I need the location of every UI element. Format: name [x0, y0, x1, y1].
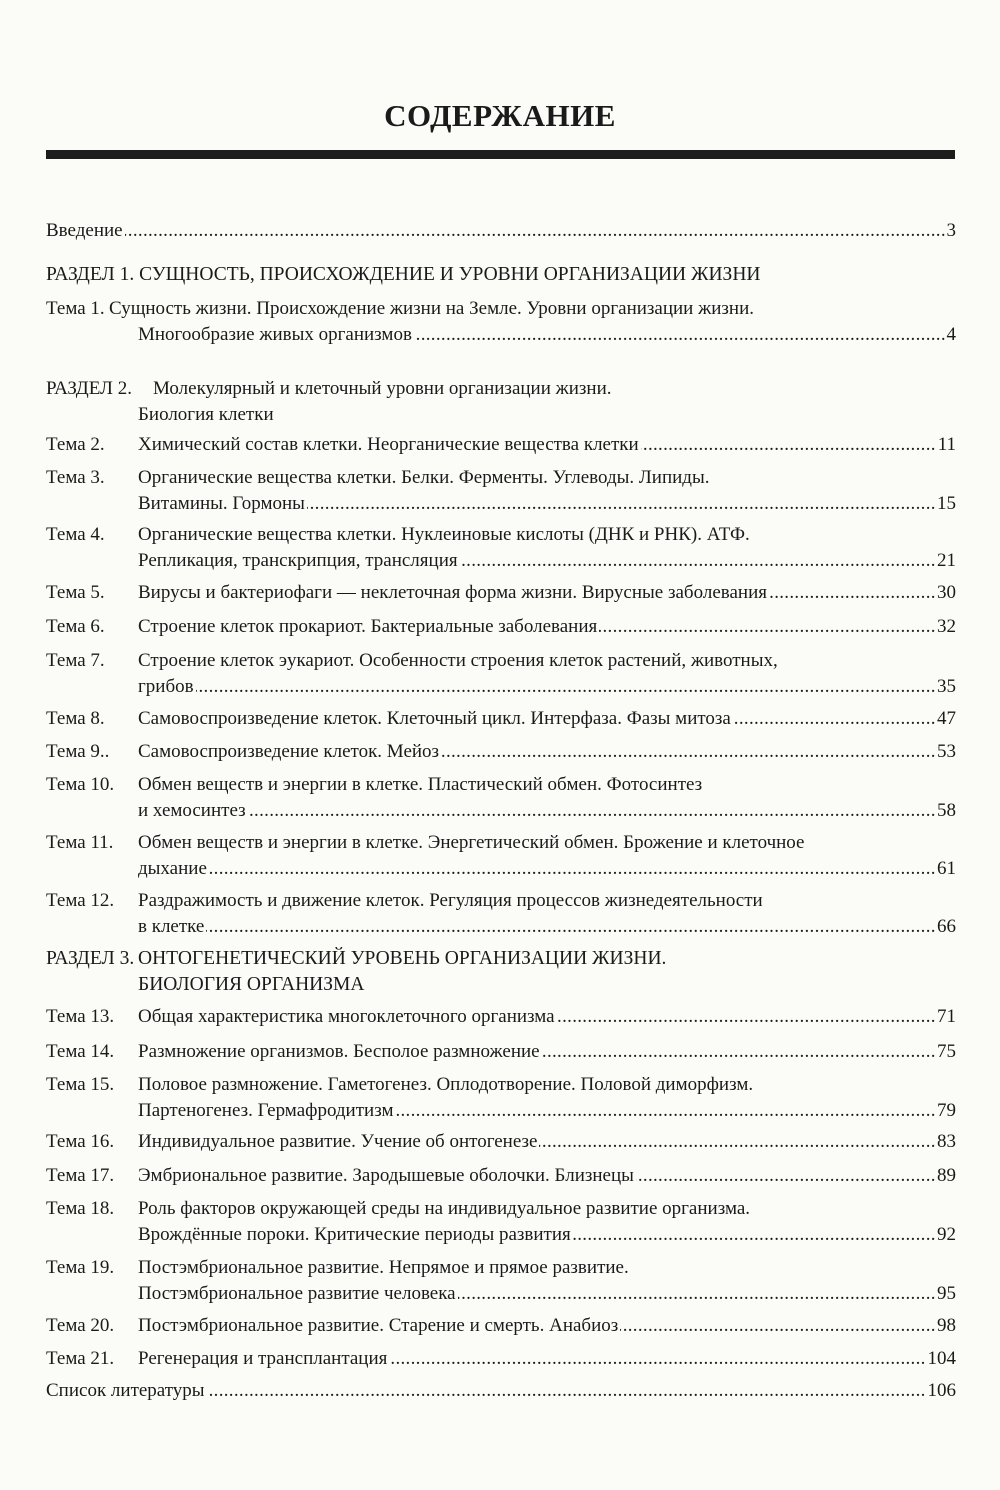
page-title: СОДЕРЖАНИЕ [384, 98, 616, 133]
toc-page-number: 30 [935, 580, 956, 606]
toc-page-number: 106 [926, 1378, 957, 1404]
toc-entry-t5[interactable]: Тема 5. ..... Вирусы и бактериофаги — неклеточная форма жизни. Вирусные заболевания 30 [46, 580, 956, 606]
toc-page-number: 21 [935, 548, 956, 574]
topic-label: Тема 12. [46, 890, 115, 911]
toc-entry-intro[interactable]: ..... Введение 3 [46, 218, 956, 244]
toc-page-number: 53 [935, 739, 956, 765]
toc-page-number: 79 [935, 1098, 956, 1124]
topic-label: Тема 8. [46, 708, 105, 729]
toc-page-number: 98 [935, 1313, 956, 1339]
topic-label: Тема 6. [46, 616, 105, 637]
toc-entry-t15-line2[interactable]: ..... Партеногенез. Гермафродитизм 79 [46, 1098, 956, 1124]
toc-page-number: 47 [935, 706, 956, 732]
topic-label: Тема 16. [46, 1131, 115, 1152]
toc-page-number: 95 [935, 1281, 956, 1307]
section-3-heading: РАЗДЕЛ 3. ОНТОГЕНЕТИЧЕСКИЙ УРОВЕНЬ ОРГАНИЗАЦИИ ЖИЗНИ. [46, 946, 956, 972]
toc-entry-t4-line2[interactable]: ..... Репликация, транскрипция, трансляция 21 [46, 548, 956, 574]
toc-entry-t7-line2[interactable]: ..... грибов 35 [46, 674, 956, 700]
toc-entry-t14[interactable]: Тема 14. ..... Размножение организмов. Бесполое размножение 75 [46, 1039, 956, 1065]
section-2-heading: РАЗДЕЛ 2. Молекулярный и клеточный уровни организации жизни. [46, 376, 956, 402]
toc-entry-t11-line1[interactable]: Тема 11. Обмен веществ и энергии в клетке. Энергетический обмен. Брожение и клеточное [46, 830, 956, 856]
toc-entry-t17[interactable]: Тема 17. ..... Эмбриональное развитие. Зародышевые оболочки. Близнецы 89 [46, 1163, 956, 1189]
topic-label: Тема 2. [46, 434, 105, 455]
toc-entry-t21[interactable]: Тема 21. ..... Регенерация и трансплантация 104 [46, 1346, 956, 1372]
toc-entry-t18-line2[interactable]: ..... Врождённые пороки. Критические периоды развития 92 [46, 1222, 956, 1248]
topic-label: Тема 17. [46, 1165, 115, 1186]
toc-entry-t1-line1[interactable]: Тема 1. Сущность жизни. Происхождение жизни на Земле. Уровни организации жизни. [46, 296, 956, 322]
toc-entry-t3-line2[interactable]: ..... Витамины. Гормоны 15 [46, 491, 956, 517]
toc-entry-t12-line1[interactable]: Тема 12. Раздражимость и движение клеток. Регуляция процессов жизнедеятельности [46, 888, 956, 914]
toc-page-number: 58 [935, 798, 956, 824]
topic-label: Тема 13. [46, 1006, 115, 1027]
section-2-heading-line2: Биология клетки [46, 402, 956, 428]
title-rule [46, 150, 955, 159]
toc-entry-t8[interactable]: Тема 8. ..... Самовоспроизведение клеток. Клеточный цикл. Интерфаза. Фазы митоза 47 [46, 706, 956, 732]
toc-entry-t1-line2[interactable]: ..... Многообразие живых организмов 4 [46, 322, 956, 348]
topic-label: Тема 3. [46, 467, 105, 488]
toc-page-number: 3 [945, 218, 957, 244]
toc-page-number: 92 [935, 1222, 956, 1248]
toc-page-number: 32 [935, 614, 956, 640]
toc-entry-t18-line1[interactable]: Тема 18. Роль факторов окружающей среды на индивидуальное развитие организма. [46, 1196, 956, 1222]
toc-entry-t10-line2[interactable]: ..... и хемосинтез 58 [46, 798, 956, 824]
topic-label: Тема 4. [46, 524, 105, 545]
toc-page-number: 71 [935, 1004, 956, 1030]
toc-page-number: 89 [935, 1163, 956, 1189]
topic-label: Тема 14. [46, 1041, 115, 1062]
toc-entry-t4-line1[interactable]: Тема 4. Органические вещества клетки. Нуклеиновые кислоты (ДНК и РНК). АТФ. [46, 522, 956, 548]
toc-entry-t10-line1[interactable]: Тема 10. Обмен веществ и энергии в клетке. Пластический обмен. Фотосинтез [46, 772, 956, 798]
toc-page-number: 83 [935, 1129, 956, 1155]
toc-entry-t13[interactable]: Тема 13. ..... Общая характеристика многоклеточного организма 71 [46, 1004, 956, 1030]
toc-entry-t11-line2[interactable]: ..... дыхание 61 [46, 856, 956, 882]
topic-label: Тема 9.. [46, 741, 110, 762]
topic-label: Тема 7. [46, 650, 105, 671]
topic-label: Тема 19. [46, 1257, 115, 1278]
toc-page-number: 104 [926, 1346, 957, 1372]
section-1-heading: РАЗДЕЛ 1. СУЩНОСТЬ, ПРОИСХОЖДЕНИЕ И УРОВНИ ОРГАНИЗАЦИИ ЖИЗНИ [46, 264, 761, 285]
toc-entry-t19-line1[interactable]: Тема 19. Постэмбриональное развитие. Непрямое и прямое развитие. [46, 1255, 956, 1281]
toc-page-number: 15 [935, 491, 956, 517]
toc-entry-t9[interactable]: Тема 9.. ..... Самовоспроизведение клеток. Мейоз 53 [46, 739, 956, 765]
toc-entry-t12-line2[interactable]: ..... в клетке 66 [46, 914, 956, 940]
topic-label: Тема 20. [46, 1315, 115, 1336]
toc-entry-t20[interactable]: Тема 20. ..... Постэмбриональное развитие. Старение и смерть. Анабиоз 98 [46, 1313, 956, 1339]
toc-page-number: 4 [945, 322, 957, 348]
topic-label: Тема 18. [46, 1198, 115, 1219]
topic-label: Тема 1. [46, 298, 105, 319]
section-3-heading-line2: БИОЛОГИЯ ОРГАНИЗМА [46, 972, 956, 998]
toc-page-number: 66 [935, 914, 956, 940]
toc-entry-t7-line1[interactable]: Тема 7. Строение клеток эукариот. Особенности строения клеток растений, животных, [46, 648, 956, 674]
toc-entry-t3-line1[interactable]: Тема 3. Органические вещества клетки. Белки. Ферменты. Углеводы. Липиды. [46, 465, 956, 491]
toc-entry-t19-line2[interactable]: ..... Постэмбриональное развитие человека 95 [46, 1281, 956, 1307]
toc-entry-t6[interactable]: Тема 6. ..... Строение клеток прокариот. Бактериальные заболевания 32 [46, 614, 956, 640]
topic-label: Тема 21. [46, 1348, 115, 1369]
topic-label: Тема 11. [46, 832, 114, 853]
topic-label: Тема 5. [46, 582, 105, 603]
toc-page-number: 35 [935, 674, 956, 700]
toc-entry-references[interactable]: ..... Список литературы 106 [46, 1378, 956, 1404]
toc-page-number: 61 [935, 856, 956, 882]
toc-entry-t15-line1[interactable]: Тема 15. Половое размножение. Гаметогенез. Оплодотворение. Половой диморфизм. [46, 1072, 956, 1098]
toc-page-number: 11 [936, 432, 956, 458]
topic-label: Тема 15. [46, 1074, 115, 1095]
topic-label: Тема 10. [46, 774, 115, 795]
toc-entry-t2[interactable]: Тема 2. ..... Химический состав клетки. Неорганические вещества клетки 11 [46, 432, 956, 458]
toc-page-number: 75 [935, 1039, 956, 1065]
toc-entry-t16[interactable]: Тема 16. ..... Индивидуальное развитие. Учение об онтогенезе 83 [46, 1129, 956, 1155]
